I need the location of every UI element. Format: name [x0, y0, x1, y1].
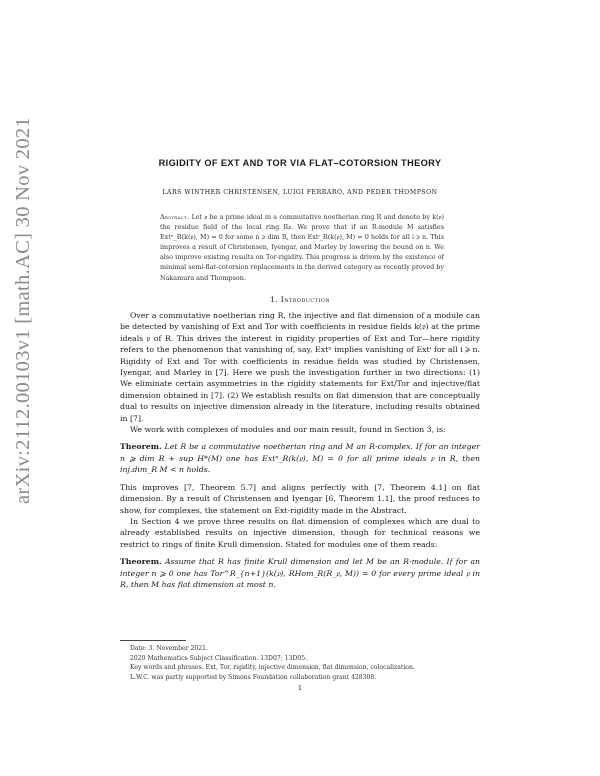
footnote-support: L.W.C. was partly supported by Simons Foundation collaboration grant 428308. [130, 673, 377, 681]
footnotes [130, 644, 480, 682]
abstract-text: Let 𝔭 be a prime ideal in a commutative noetherian ring R and denote by k(𝔭) the residue field of the local ring R𝔭. We prove that if an R-module M satisfies Extⁿ_R(k(𝔭), M) = 0 for some n ⩾ dim R, then Extⁱ_R(k(𝔭), M) = 0 holds for all i ⩾ n. This improves a result of Christensen, Iyengar, and Marley by lowering the bound on n. We also improve existing results on Tor-rigidity. This progress is driven by the existence of minimal semi-flat-cotorsion replacements in the derived category as recently proved by Nakamura and Thompson. [160, 213, 444, 282]
arxiv-stamp [6, 10, 42, 610]
theorem-statement: Let R be a commutative noetherian ring and M an R-complex. If for an integer n ⩾ dim R + sup H*(M) one has Extⁿ_R(k(𝔭), M) = 0 for all prime ideals 𝔭 in R, then inj.dim_R M < n holds. [120, 442, 480, 475]
paper-title: RIGIDITY OF EXT AND TOR VIA FLAT–COTORSION THEORY [158, 158, 442, 168]
abstract-label: Abstract. [160, 213, 190, 221]
footnote-date: Date: 3. November 2021. [130, 645, 208, 652]
paper-authors: LARS WINTHER CHRISTENSEN, LUIGI FERRARO, AND PEDER THOMPSON [162, 189, 438, 196]
theorem-label: Theorem. [120, 442, 162, 452]
introduction-body [120, 310, 480, 590]
intro-paragraph-1: Over a commutative noetherian ring R, the injective and flat dimension of a module can be detected by vanishing of Ext and Tor with coefficients in residue fields k(𝔭) at the prime ideals 𝔭 of R. This drives the interest in rigidity properties of Ext and Tor—here rigidity refers to the phenomenon that vanishing of, say, Extⁿ implies vanishing of Extⁱ for all i ⩾ n. Rigidity of Ext and Tor with coefficients in residue fields was studied by Christensen, Iyengar, and Marley in [7]. Here we push the investigation further in two directions: (1) We eliminate certain asymmetries in the rigidity statements for Ext/Tor and injective/flat dimension obtained in [7]. (2) We establish results on flat dimension that are conceptually dual to results on injective dimension already in the literature, including results obtained in [7]. [120, 311, 480, 423]
footnote-keywords: Key words and phrases. Ext, Tor, rigidity, injective dimension, flat dimension, colocalization. [130, 664, 415, 672]
intro-paragraph-3: This improves [7, Theorem 5.7] and aligns perfectly with [7, Theorem 4.1] on flat dimension. By a result of Christensen and Iyengar [6, Theorem 1.1], the proof reduces to show, for complexes, the statement on Ext-rigidity made in the Abstract. [120, 482, 480, 515]
theorem-statement: Assume that R has finite Krull dimension and let M be an R-module. If for an integer n ⩾ 0 one has Tor^R_{n+1}(k(𝔭), RHom_R(R_𝔭, M)) = 0 for every prime ideal 𝔭 in R, then M has flat dimension at most n. [120, 557, 481, 589]
theorem-flat [120, 556, 480, 590]
arxiv-identifier: arXiv:2112.00103v1 [math.AC] 30 Nov 2021 [12, 116, 35, 504]
section-heading-introduction: 1. Introduction [269, 295, 331, 304]
footnote-rule [120, 640, 186, 641]
page-number: 1 [297, 684, 303, 692]
theorem-label: Theorem. [120, 557, 162, 567]
intro-paragraph-2: We work with complexes of modules and our main result, found in Section 3, is: [130, 425, 446, 435]
abstract [160, 212, 444, 283]
theorem-main [120, 441, 480, 475]
footnote-msc: 2020 Mathematics Subject Classification. 13D07; 13D05. [130, 654, 308, 662]
intro-paragraph-4: In Section 4 we prove three results on flat dimension of complexes which are dual to already established results on injective dimension, though for technical reasons we restrict to rings of finite Krull dimension. Stated for modules one of them reads: [120, 516, 480, 549]
